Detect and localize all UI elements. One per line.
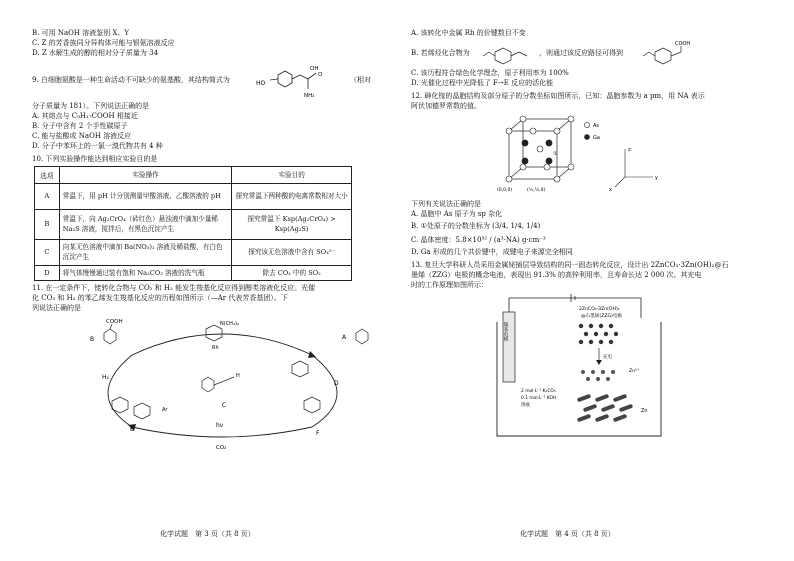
q13-electrolyte-1: 2 mol·L⁻¹ K₂CO₃ <box>521 389 556 395</box>
table-row <box>35 239 352 265</box>
table-cell-opt: D <box>35 265 60 280</box>
q11-label-nch3: N(CH₃)₂ <box>220 321 239 328</box>
q9-structure <box>254 63 346 101</box>
q11-stem-line3: 列说法正确的是 <box>32 304 81 313</box>
q9-option-c: C. 能与盐酸或 NaOH 溶液反应 <box>32 132 132 141</box>
q11-label-f: F <box>316 430 320 438</box>
q12-stem-line2: 阿伏加德罗常数的值。 <box>411 101 481 110</box>
q12-option-d: D. Ga 形成的几个共价键中，成键电子来源完全相同 <box>411 248 573 257</box>
table-cell-op: 将气体慢慢通过装有饱和 Na₂CO₃ 溶液的洗气瓶 <box>59 265 231 280</box>
table-cell-op: 常温下，向 Ag₂CrO₄（砖红色）悬浊液中滴加少量稀 Na₂S 溶液，搅拌后，有黑色沉淀产生 <box>59 209 231 239</box>
q11-label-cooh: COOH <box>106 319 123 326</box>
q13-zn-ion-label: Zn²⁺ <box>629 369 640 375</box>
q13-electrolyte-2: 0.1 mol·L⁻¹ KOH <box>521 396 557 402</box>
q13-zn-label: Zn <box>641 408 648 415</box>
q12-coord-face: (½,½,0) <box>527 188 546 194</box>
q9-stem-tail: （相对 <box>350 75 371 84</box>
q10-stem: 10. 下列实验操作能达到相应实验目的是 <box>32 154 158 163</box>
q12-option-c: C. 晶体密度：5.8×10³² / (a³·NA) g·cm⁻³ <box>411 236 546 245</box>
q9-struct-nh2: NH₂ <box>304 92 315 99</box>
q9-option-a: A. 其熔点与 C₉H₁₇COOH 相接近 <box>32 111 138 120</box>
q11-option-b-block <box>411 38 772 68</box>
prev-option-d: D. Z 水解生成的醇的相对分子质量为 34 <box>32 49 159 58</box>
q11-optb-product <box>641 38 721 68</box>
q12-stem2: 下列有关说法正确的是 <box>411 200 481 209</box>
q11-optb-alkene <box>481 40 541 66</box>
table-row <box>35 183 352 209</box>
q13-stem-line3: 时的工作原理如图所示： <box>411 281 488 290</box>
q12-coord-origin: (0,0,0) <box>497 188 513 194</box>
table-cell-ob: 探究该无色溶液中含有 SO₄²⁻ <box>232 239 352 265</box>
q13-charge-label: 充电 <box>603 355 613 361</box>
prev-option-c: C. Z 的芳香族同分异构体可能与银氨溶液反应 <box>32 39 175 48</box>
table-cell-opt: B <box>35 209 60 239</box>
table-cell-opt: C <box>35 239 60 265</box>
q11-label-c: C <box>222 402 227 410</box>
table-header: 实验操作 <box>59 166 231 183</box>
q12-stem-line1: 12. 砷化镓的晶胞结构及部分原子的分数坐标如图所示，已知：晶胞参数为 a pm，用 NA 表示 <box>411 91 705 100</box>
q9-stem2: 分子质量为 181）。下列说法正确的是 <box>32 101 150 110</box>
table-row <box>35 209 352 239</box>
q12-axis-y: y <box>655 175 658 182</box>
q13-stem-line2: 墨烯（ZZG）电极的概念电池，表现出 91.3% 的高锌利用率，且寿命长达 2 000 次。其充电 <box>411 270 702 279</box>
table-cell-op: 向某无色溶液中滴加 Ba(NO₃)₂ 溶液及稀盐酸，有白色沉淀产生 <box>59 239 231 265</box>
q11-label-a: A <box>342 334 347 342</box>
prev-option-b: B. 可用 NaOH 溶液鉴别 X、Y <box>32 29 130 37</box>
q11-label-co2: CO₂ <box>216 445 227 452</box>
q11-label-d: D <box>334 380 339 388</box>
q11-stem-line1: 11. 在一定条件下，铑转化合物与 CO₂ 和 H₂ 能发生羧基化反应得到醇类溶液化反应。光催 <box>32 283 316 292</box>
q11-option-d: D. 光催化过程中光降低了 F→E 反应的活化能 <box>411 79 554 88</box>
q11-label-ar: Ar <box>162 407 168 414</box>
q12-option-b: B. ①处原子的分数坐标为 (3/4, 1/4, 1/4) <box>411 222 541 231</box>
table-cell-ob: 除去 CO₂ 中的 SO₂ <box>232 265 352 280</box>
q12-axis-x: x <box>609 187 612 194</box>
q9-option-d: D. 分子中苯环上的一氯一溴代物共有 4 种 <box>32 142 163 151</box>
q12-axis-z: z <box>628 147 631 154</box>
q9-stem: 9. 白细胞氨酸是一种生命活动不可缺少的氨基酸，其结构简式为 <box>32 75 230 84</box>
table-header-row <box>35 166 352 183</box>
page-footer-right: 化学试题 第 4 页（共 8 页） <box>520 530 615 538</box>
q12-legend-as: As <box>593 123 600 130</box>
table-cell-ob: 探究常温下 Ksp(Ag₂CrO₄) > Ksp(Ag₂S) <box>232 209 352 239</box>
q9-stem-block <box>32 63 385 101</box>
q10-table <box>34 166 352 281</box>
q11-label-e: E <box>130 426 134 434</box>
q11-label-hv: hν <box>216 422 224 430</box>
q11-complex-top <box>206 321 239 351</box>
q12-point-label: ① <box>553 151 558 158</box>
table-cell-ob: 探究常温下两种酸的电离常数相对大小 <box>232 183 352 209</box>
q9-struct-ho: HO <box>256 79 266 87</box>
q13-electrolyte-3: 溶液 <box>521 403 530 409</box>
page-footer-left: 化学试题 第 3 页（共 8 页） <box>160 530 255 538</box>
q12-crystal-cell <box>497 113 697 195</box>
q13-zzg-label1: 2ZnCO₃·3Zn(OH)₂ <box>579 307 620 313</box>
right-page <box>397 0 794 561</box>
q13-cell-diagram <box>491 292 671 440</box>
q13-zzg-label2: @石墨烯(ZZG)电极 <box>581 314 623 320</box>
q11-mechanism-diagram <box>72 315 392 451</box>
q11-label-b: B <box>90 336 95 344</box>
q13-electrode-label: 镍基电极 <box>502 322 508 342</box>
q11-label-h: H <box>236 373 240 380</box>
table-header: 实验目的 <box>232 166 352 183</box>
table-row <box>35 265 352 280</box>
q12-option-a: A. 晶胞中 As 原子为 sp 杂化 <box>411 210 503 219</box>
table-cell-op: 常温下，用 pH 计分别测量甲酸溶液、乙酸溶液的 pH <box>59 183 231 209</box>
q11-option-b-tail: ，则通过该反应路径可得到 <box>539 49 623 58</box>
q11-stem-line2: 化 CO₂ 和 H₂ 的苯乙烯发生羧基化反应的历程如图所示（—Ar 代表芳香基团）。下 <box>32 294 288 303</box>
q9-struct-o: O <box>318 71 323 78</box>
q13-stem-line1: 13. 复旦大学科研人员采用金属铋插层导致结构的同一固态转化反应，设计出 2ZnCO₃·3Zn(OH)₂@石 <box>411 260 729 269</box>
q11-optb-cooh: COOH <box>675 41 691 48</box>
q11-label-rh: Rh <box>212 345 219 352</box>
q11-option-b: B. 若烯烃化合物为 <box>411 49 470 58</box>
table-header: 选项 <box>35 166 60 183</box>
q12-legend-ga: Ga <box>593 135 600 142</box>
q9-struct-oh: OH <box>310 65 319 72</box>
q11-option-a: A. 该转化中金属 Rh 的价键数目不变 <box>411 29 526 37</box>
q11-option-c: C. 该历程符合绿色化学理念，原子利用率为 100% <box>411 69 569 78</box>
table-cell-opt: A <box>35 183 60 209</box>
q9-option-b: B. 分子中含有 2 个手性碳原子 <box>32 122 128 131</box>
q11-label-h2: H₂ <box>102 374 109 382</box>
